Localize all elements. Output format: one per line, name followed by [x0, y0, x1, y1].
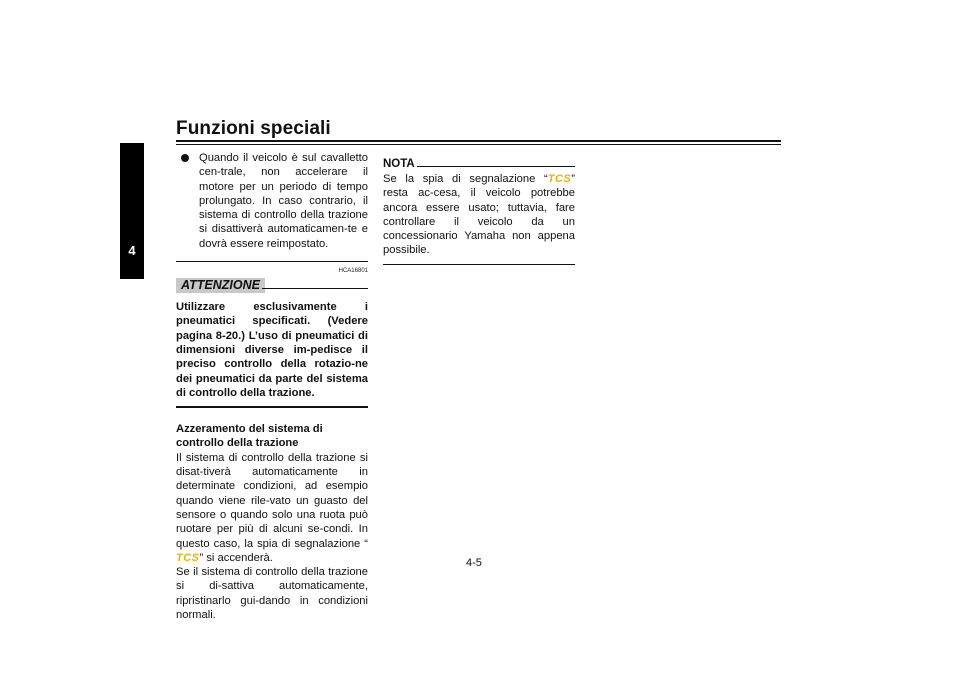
header-rule [176, 140, 781, 142]
header-rule-thin [176, 144, 781, 145]
page-number: 4-5 [466, 557, 482, 569]
body-paragraph [176, 451, 368, 565]
bullet-text: Quando il veicolo è sul cavalletto cen-trale, non accelerare il motore per un periodo di tempo prolungato. In caso contrario, il sistema di controllo della trazione si disattiverà automaticamen-te e dovrà essere reimpostato. [199, 152, 368, 250]
note-label: NOTA [383, 158, 415, 170]
note-header-rule [417, 166, 575, 167]
chapter-number: 4 [128, 243, 136, 258]
body-paragraph: Se il sistema di controllo della trazione si di-sattiva automaticamente, ripristinarlo gui-dando in condizioni normali. [176, 566, 368, 622]
note-text [383, 172, 575, 258]
note-bottom-rule [383, 264, 575, 265]
attention-bottom-rule [176, 406, 368, 408]
divider [176, 261, 368, 262]
body-text-part: Il sistema di controllo della trazione si disat-tiverà automaticamente in determinate condizioni, ad esempio quando viene rile-vato un guasto del sensore o quando solo una ruota può ruotare per più di alcuni se-condi. In questo caso, la spia di segnalazione “ [176, 451, 368, 550]
tcs-warning-light-icon: TCS [547, 173, 572, 185]
chapter-tab [120, 143, 144, 279]
note-header [383, 158, 575, 170]
page-title: Funzioni speciali [176, 118, 331, 139]
attention-header [176, 278, 368, 296]
bullet-item [176, 151, 368, 251]
right-column [383, 158, 575, 265]
note-text-part: Se la spia di segnalazione “ [383, 173, 548, 185]
attention-label: ATTENZIONE [176, 278, 265, 293]
attention-text: Utilizzare esclusivamente i pneumatici specificati. (Vedere pagina 8-20.) L’uso di pneumatici di dimensioni diverse im-pedisce il preciso controllo della rotazio-ne dei pneumatici da parte del sistema di controllo della trazione. [176, 301, 368, 399]
attention-header-rule [262, 288, 368, 289]
tcs-warning-light-icon: TCS [176, 551, 200, 564]
note-text-part: ” resta ac-cesa, il veicolo potrebbe ancora essere usato; tuttavia, fare controllare il veicolo da un concessionario Yamaha non appena possibile. [383, 173, 575, 257]
body-text-part: ” si accenderà. [199, 551, 273, 564]
section-title: Azzeramento del sistema di controllo della trazione [176, 423, 323, 450]
chapter-tab-gap [120, 279, 144, 283]
bullet-icon [181, 154, 189, 162]
left-column [176, 151, 368, 622]
reference-code: HCA16801 [338, 268, 368, 275]
